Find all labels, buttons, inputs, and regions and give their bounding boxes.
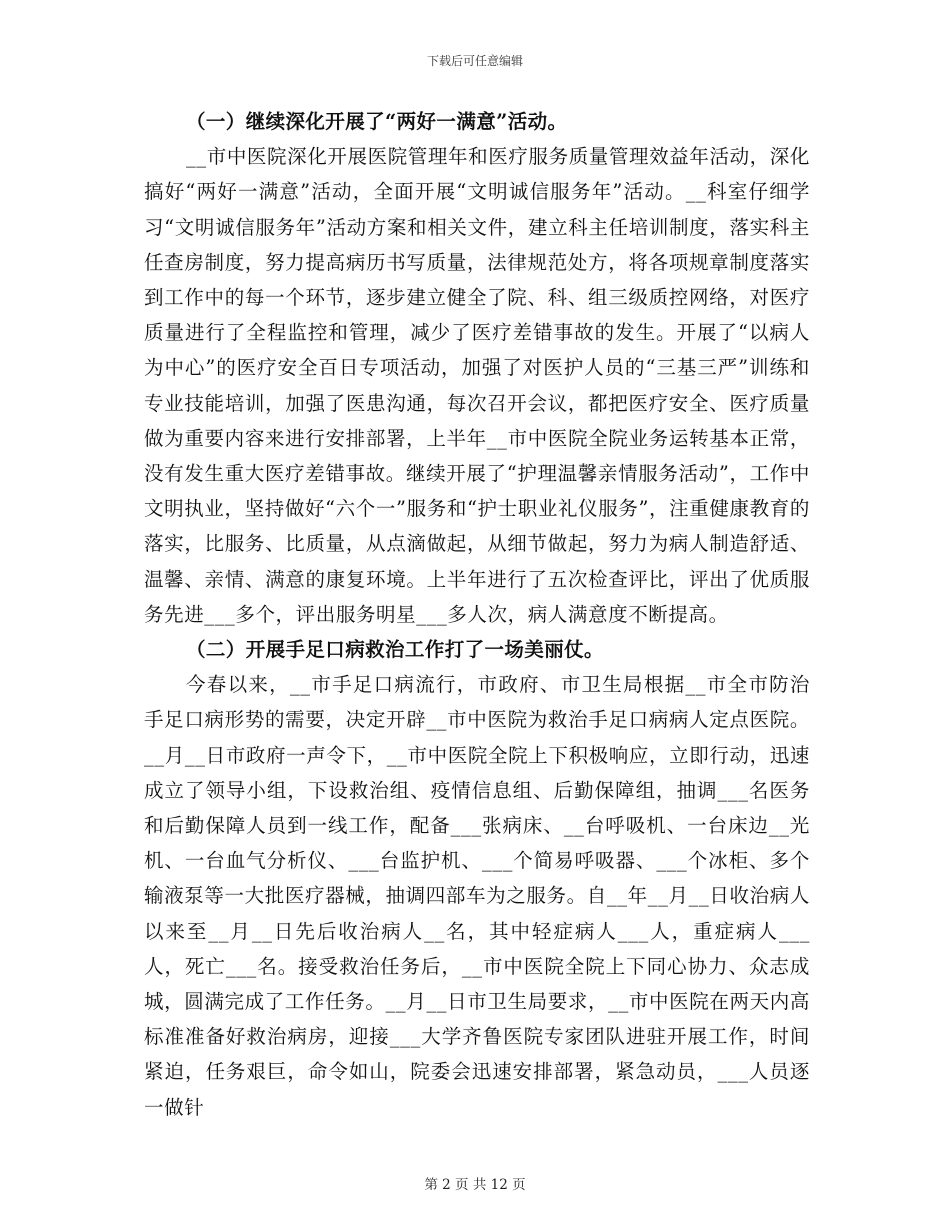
section-paragraph-1: __市中医院深化开展医院管理年和医疗服务质量管理效益年活动，深化搞好“两好一满意”活动，全面开展“文明诚信服务年”活动。__科室仔细学习“文明诚信服务年”活动方案和相关文件，建立科主任培训制度，落实科主任查房制度，努力提高病历书写质量，法律规范处方，将各项规章制度落实到工作中的每一个环节，逐步建立健全了院、科、组三级质控网络，对医疗质量进行了全程监控和管理，减少了医疗差错事故的发生。开展了“以病人为中心”的医疗安全百日专项活动，加强了对医护人员的“三基三严”训练和专业技能培训，加强了医患沟通，每次召开会议，都把医疗安全、医疗质量做为重要内容来进行安排部署，上半年__市中医院全院业务运转基本正常，没有发生重大医疗差错事故。继续开展了“护理温馨亲情服务活动”，工作中文明执业，坚持做好“六个一”服务和“护士职业礼仪服务”，注重健康教育的落实，比服务、比质量，从点滴做起，从细节做起，努力为病人制造舒适、温馨、亲情、满意的康复环境。上半年进行了五次检查评比，评出了优质服务先进___多个，评出服务明星___多人次，病人满意度不断提高。 xyxy=(144,145,810,626)
section-paragraph-2: 今春以来，__市手足口病流行，市政府、市卫生局根据__市全市防治手足口病形势的需要，决定开辟__市中医院为救治手足口病病人定点医院。__月__日市政府一声令下，__市中医院全院上下积极响应，立即行动，迅速成立了领导小组，下设救治组、疫情信息组、后勤保障组，抽调___名医务和后勤保障人员到一线工作，配备___张病床、__台呼吸机、一台床边__光机、一台血气分析仪、___台监护机、___个简易呼吸器、___个冰柜、多个输液泵等一大批医疗器械，抽调四部车为之服务。自__年__月__日收治病人以来至__月__日先后收治病人__名，其中轻症病人___人，重症病人___人，死亡___名。接受救治任务后，__市中医院全院上下同心协力、众志成城，圆满完成了工作任务。__月__日市卫生局要求，__市中医院在两天内高标准准备好救治病房，迎接___大学齐鲁医院专家团队进驻开展工作，时间紧迫，任务艰巨，命令如山，院委会迅速安排部署，紧急动员，___人员逐一做针 xyxy=(144,673,810,1119)
section-heading-1: （一）继续深化开展了“两好一满意”活动。 xyxy=(186,110,568,133)
header-note: 下载后可任意编辑 xyxy=(426,54,523,68)
document-body xyxy=(144,104,810,1125)
section-heading-2: （二）开展手足口病救治工作打了一场美丽仗。 xyxy=(186,638,604,662)
page-number: 第 2 页 共 12 页 xyxy=(424,1177,526,1193)
